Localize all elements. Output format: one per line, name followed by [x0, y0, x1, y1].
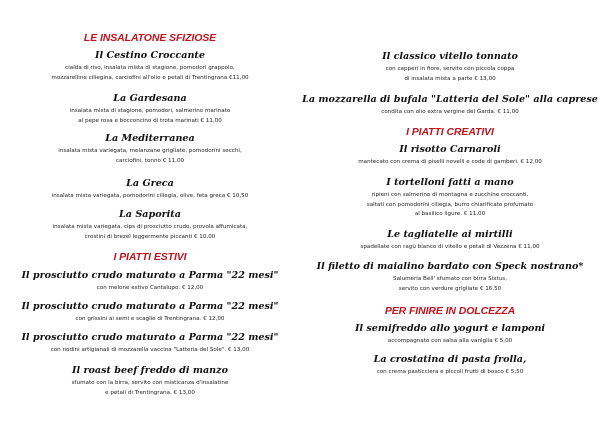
dish-item: [300, 261, 600, 294]
dish-name: Il prosciutto crudo maturato a Parma "22 mesi": [21, 270, 279, 281]
dish-description-line: mozzarelline ciliegina, carciofini all'olio e petali di Trentingrana €11,00: [51, 74, 249, 81]
dish-name: Il semifreddo allo yogurt e lamponi: [354, 323, 546, 334]
dish-item: [300, 51, 600, 84]
dish-item: [0, 50, 300, 83]
dish-description-line: al pepe rosa e bocconcino di trota marinati € 11,00: [78, 117, 222, 124]
dish-name: I tortelloni fatti a mano: [386, 177, 514, 188]
dish-item: [0, 93, 300, 126]
dish-name: La Saporita: [119, 209, 181, 220]
dish-description-line: saltati con pomodorini ciliegia, burro chiarificato profumato: [366, 201, 534, 208]
dish-name: La Mediterranea: [105, 133, 195, 144]
dish-name: La Gardesana: [113, 93, 187, 104]
dish-description-line: crostini di brezel leggermente piccanti € 10,00: [84, 233, 216, 240]
dish-name: Il filetto di maialino bardato con Speck nostrano*: [316, 261, 584, 272]
dish-description-line: con melone estivo Cantalupo. € 12,00: [96, 285, 204, 291]
dish-description-line: insalata mista variegata, pomodorini ciliegia, olive, feta greca € 10,50: [51, 193, 249, 199]
dish-description-line: condita con olio extra vergine del Garda. € 11,00: [381, 109, 519, 115]
dish-item: [0, 332, 300, 356]
dish-description-line: spadellate con ragù bianco di vitello e petali di Vezzena € 11,00: [360, 244, 540, 250]
menu-right-column: [300, 0, 600, 424]
dish-item: [300, 354, 600, 378]
dish-description-line: Salumeria Bell' sfumato con birra Sixtus,: [393, 276, 507, 282]
dish-item: [300, 323, 600, 347]
dish-name: Il Cestino Croccante: [95, 50, 205, 61]
dish-name: Il prosciutto crudo maturato a Parma "22 mesi": [21, 301, 279, 312]
dish-name: Il classico vitello tonnato: [382, 51, 518, 62]
dish-item: [300, 177, 600, 220]
dish-name: Il prosciutto crudo maturato a Parma "22 mesi": [21, 332, 279, 343]
dish-item: [0, 178, 300, 202]
dish-name: La Greca: [126, 178, 174, 189]
dish-name: Le tagliatelle ai mirtilli: [387, 229, 513, 240]
dish-item: [0, 270, 300, 294]
dish-description-line: con capperi in fiore, servito con piccola coppa: [385, 66, 515, 72]
dish-description-line: mantecato con crema di piselli novelli e code di gamberi. € 12,00: [358, 159, 542, 165]
dish-description-line: insalata mista variegata, melanzane grigliate, pomodorini secchi,: [58, 148, 242, 154]
dish-item: [300, 144, 600, 168]
dish-description-line: e petali di Trentingrana. € 13,00: [105, 389, 195, 396]
dish-description-line: insalata mista variegata, cips di prosciutto crudo, provola affumicata,: [52, 224, 248, 230]
dish-description-line: ripieni con salmerino di montagna e zucchine croccanti,: [371, 192, 529, 198]
dish-description-line: sfumato con la birra, servito con misticanza d'insalatine: [71, 380, 229, 386]
dish-item: [300, 94, 600, 118]
dish-name: La crostatina di pasta frolla,: [373, 354, 527, 365]
dish-item: [0, 365, 300, 398]
dish-item: [0, 301, 300, 325]
dish-description-line: al basilico ligure. € 11,00: [414, 211, 486, 217]
dish-description-line: con nodini artigianali di mozzarella vaccina "Latteria del Sole". € 13,00: [50, 347, 250, 353]
dish-item: [300, 229, 600, 253]
dish-item: [0, 209, 300, 242]
dish-description-line: carciofini, tonno € 11,00: [115, 157, 185, 164]
section-heading-piatti-creativi: I PIATTI CREATIVI: [406, 126, 494, 138]
dish-description-line: cialda di riso, insalata mista di stagione, pomodori grappolo,: [65, 65, 235, 71]
dish-description-line: con grissini ai semi e scaglie di Trentingrana. € 12,00: [75, 316, 225, 322]
dish-description-line: accompagnato con salsa alla vaniglia € 5,00: [387, 338, 513, 344]
dish-name: Il risotto Carnaroli: [399, 144, 501, 155]
dish-name: La mozzarella di bufala "Latteria del Sole" alla caprese: [302, 94, 598, 105]
dish-item: [0, 133, 300, 166]
dish-description-line: di insalata mista a parte € 13,00: [404, 75, 496, 82]
dish-description-line: insalata mista di stagione, pomodori, salmerino marinato: [69, 108, 231, 114]
dish-name: Il roast beef freddo di manzo: [71, 365, 229, 376]
section-heading-piatti-estivi: I PIATTI ESTIVI: [113, 251, 187, 263]
section-heading-insalatone: LE INSALATONE SFIZIOSE: [83, 32, 217, 44]
dish-description-line: con crema pasticciera e piccoli frutti di bosco € 5,50: [376, 369, 524, 375]
dish-description-line: servito con verdure grigliate € 16,50: [398, 285, 502, 292]
section-heading-dolcezza: PER FINIRE IN DOLCEZZA: [384, 305, 516, 317]
